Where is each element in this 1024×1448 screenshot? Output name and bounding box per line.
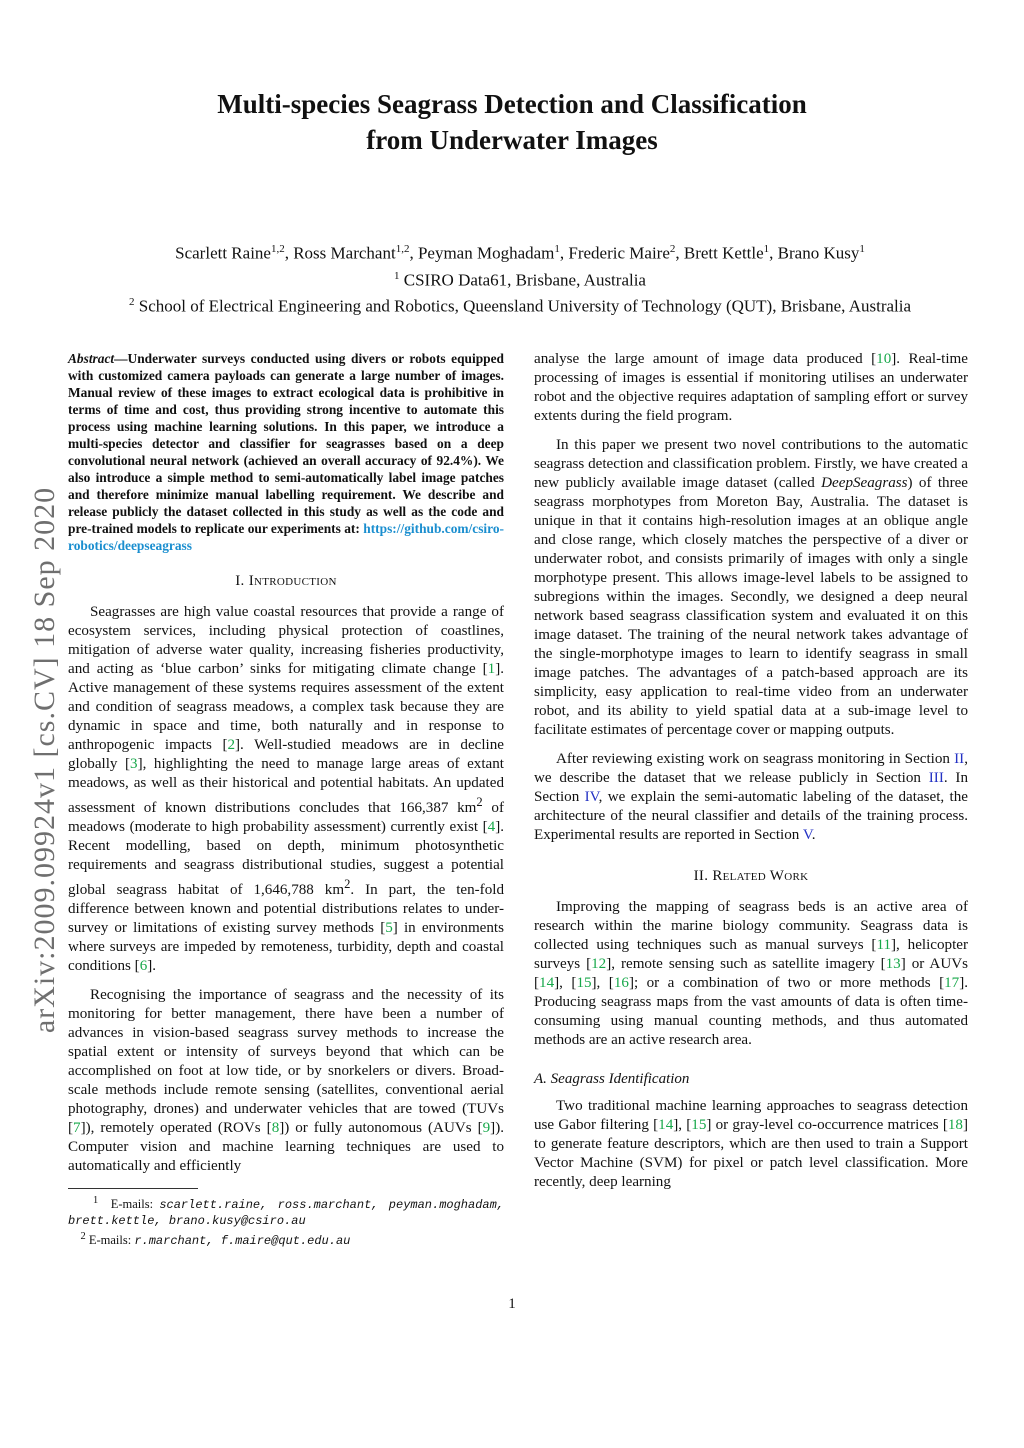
title-line-2: from Underwater Images [366, 125, 658, 155]
author-name: Peyman Moghadam [417, 243, 555, 263]
title-line-1: Multi-species Seagrass Detection and Classification [217, 89, 807, 119]
abstract-label: Abstract [68, 351, 115, 366]
dataset-name: DeepSeagrass [821, 475, 908, 491]
citation-link[interactable]: 15 [576, 975, 592, 991]
section-ref-link[interactable]: V [802, 827, 812, 843]
author-name: Frederic Maire [568, 243, 670, 263]
footnote-emails: scarlett.raine, ross.marchant, peyman.moghadam, brett.kettle, brano.kusy@csiro.au [68, 1198, 505, 1229]
intro-paragraph-3: analyse the large amount of image data produced [10]. Real-time processing of images is essential if monitoring utilises an underwater robot and the objective requires adaptation of sampling effort or survey extents during the field program. [534, 351, 968, 424]
right-column [534, 350, 968, 1202]
abstract [68, 350, 504, 554]
citation-link[interactable]: 7 [73, 1120, 81, 1137]
author-affil: 1,2 [270, 243, 285, 255]
author-affil: 1 [859, 243, 865, 255]
citation-link[interactable]: 16 [613, 975, 629, 991]
seagrass-id-paragraph-1: Two traditional machine learning approaches to seagrass detection use Gabor filtering [14], [15] or gray-level co-occurrence matrices [18] to generate feature descriptors, which are then used to train a Support Vector Machine (SVM) for pixel or patch level classification. More recently, deep learning [534, 1098, 968, 1190]
citation-link[interactable]: 17 [944, 975, 960, 991]
intro-paragraph-1: Seagrasses are high value coastal resources that provide a range of ecosystem services, including physical protection of coastlines, mitigation of adverse water quality, increasing fisheries productivity, and acting as ‘blue carbon’ sinks for mitigating climate change [1]. Active management of these systems requires assessment of the extent and condition of seagrass meadows, a complex task because they are dynamic in space and time, both naturally and in response to anthropogenic impacts [2]. Well-studied meadows are in decline globally [3], highlighting the need to manage large areas of extant meadows, as well as their historical and potential habitats. An updated assessment of known distributions concludes that 166,387 $km^2$ of meadows (moderate to high probability assessment) currently exist [4]. Recent modelling, based on depth, minimum photosynthetic requirements and seagrass distributional studies, suggest a potential global seagrass habitat of 1,646,788 $km^2$. In part, the ten-fold difference between known and potential distributions relates to under-survey or limitations of existing survey methods [5] in environments where surveys are impeded by remoteness, turbidity, depth and coastal conditions [6]. [68, 604, 504, 975]
section-heading-introduction [68, 572, 504, 591]
section-number: II. [693, 868, 709, 884]
section-ref-link[interactable]: II [954, 751, 965, 767]
citation-link[interactable]: 14 [658, 1117, 674, 1133]
section-title: Related Work [712, 868, 809, 884]
footnote-1: $^1$ E-mails: scarlett.raine, ross.marchant, peyman.moghadam, brett.kettle, brano.kusy@csiro.au [68, 1195, 505, 1229]
subsection-title: Seagrass Identification [550, 1071, 690, 1087]
affil-text: School of Electrical Engineering and Robotics, Queensland University of Technology (QUT), Brisbane, Australia [138, 296, 912, 316]
section-ref-link[interactable]: IV [584, 789, 599, 805]
citation-link[interactable]: 12 [591, 956, 607, 972]
intro-paragraph-5: After reviewing existing work on seagrass monitoring in Section II, we describe the dataset that we release publicly in Section III. In Section IV, we explain the semi-automatic labeling of the dataset, the architecture of the neural classifier and details of the training process. Experimental results are reported in Section V. [534, 751, 968, 843]
citation-link[interactable]: 5 [385, 920, 393, 937]
footnote-emails: r.marchant, f.maire@qut.edu.au [134, 1234, 351, 1249]
section-ref-link[interactable]: III [928, 770, 944, 786]
abstract-text: —Underwater surveys conducted using divers or robots equipped with customized camera payloads can generate a large number of images. Manual review of these images to extract ecological data is prohibitive in terms of time and cost, thus providing strong incentive to automate this process using machine learning solutions. In this paper, we introduce a multi-species detector and classifier for seagrasses based on a deep convolutional neural network (achieved an overall accuracy of 92.4%). We also introduce a simple method to semi-automatically label image patches and therefore minimize manual labelling requirement. We describe and release publicly the dataset collected in this study as well as the code and pre-trained models to replicate our experiments at: [68, 351, 504, 536]
github-link[interactable]: https://github.com/csiro-robotics/deepseagrass [68, 521, 504, 553]
citation-link[interactable]: 8 [271, 1120, 280, 1137]
citation-link[interactable]: 10 [876, 351, 892, 367]
footnote-2: $^2$ E-mails: r.marchant, f.maire@qut.edu.au [80, 1231, 351, 1249]
intro-paragraph-2: Recognising the importance of seagrass and the necessity of its monitoring for better management, there have been a number of advances in vision-based seagrass survey methods to increase the spatial extent or intensity of surveys beyond that which can be accomplished on foot at low tide, or by snorkelers or divers. Broad-scale methods include remote sensing (satellites, conventional aerial photography, drones) and underwater vehicles that are towed (TUVs [7]), remotely operated (ROVs [8]) or fully autonomous (AUVs [9]). Computer vision and machine learning techniques are used to automatically and efficiently [68, 987, 504, 1175]
citation-link[interactable]: 18 [947, 1117, 963, 1133]
page-number: 1 [508, 1296, 516, 1312]
affiliation-2 [40, 291, 1000, 318]
author-affil: 1,2 [395, 243, 410, 255]
section-title: Introduction [248, 573, 337, 589]
author-name: Scarlett Raine [175, 243, 271, 263]
author-affil: 1 [554, 243, 560, 255]
affil-number: 2 [128, 296, 135, 309]
citation-link[interactable]: 13 [885, 956, 901, 972]
section-heading-related-work [534, 867, 968, 886]
citation-link[interactable]: 15 [691, 1117, 707, 1133]
subsection-heading-seagrass-identification [534, 1070, 968, 1089]
author-name: Ross Marchant [293, 243, 396, 263]
citation-link[interactable]: 9 [482, 1120, 491, 1137]
citation-link[interactable]: 6 [139, 958, 148, 975]
affiliation-1 [40, 265, 1000, 292]
related-paragraph-1: Improving the mapping of seagrass beds is an active area of research within the marine biology community. Seagrass data is collected using techniques such as manual surveys [11], helicopter surveys [12], remote sensing such as satellite imagery [13] or AUVs [14], [15], [16]; or a combination of two or more methods [17]. Producing seagrass maps from the vast amounts of data is often time-consuming using manual counting methods, and thus automated methods are an active research area. [534, 899, 969, 1048]
author-affil: 1 [763, 243, 770, 255]
paper-title [0, 86, 1024, 158]
footnote-divider [68, 1188, 198, 1189]
intro-paragraph-4: In this paper we present two novel contributions to the automatic seagrass detection and classification problem. Firstly, we have created a new publicly available image dataset (called DeepSeagrass) of three seagrass morphotypes from Moreton Bay, Australia. The dataset is unique in that it contains high-resolution images at an oblique angle and close range, which closely matches the perspective of a diver or underwater robot, and consists primarily of images with only a single morphotype present. This allows image-level labels to be assigned to subregions within the images. Secondly, we designed a deep neural network based seagrass classification system and evaluated it on this image dataset. The training of the neural network takes advantage of the single-morphotype images to learn to identify seagrass in small image patches. The advantages of a patch-based approach are its simplicity, easy application to real-time video from an underwater robot, and its ability to yield spatial data at a sub-image level to facilitate estimates of percentage cover or mapping outputs. [534, 437, 968, 738]
citation-link[interactable]: 2 [227, 737, 236, 753]
author-name: Brett Kettle [683, 243, 764, 263]
arxiv-id-text: arXiv:2009.09924v1 [cs.CV] 18 Sep 2020 [28, 486, 61, 1034]
section-number: I. [235, 573, 245, 589]
left-column [68, 350, 504, 1249]
author-affil: 2 [669, 243, 676, 255]
citation-link[interactable]: 11 [876, 937, 891, 953]
citation-link[interactable]: 3 [130, 756, 138, 772]
subsection-label: A. [534, 1071, 547, 1087]
citation-link[interactable]: 14 [539, 975, 555, 991]
citation-link[interactable]: 4 [487, 819, 496, 836]
citation-link[interactable]: 1 [487, 661, 496, 677]
author-name: Brano Kusy [777, 243, 860, 263]
affil-number: 1 [394, 269, 400, 282]
author-list: Scarlett Raine$^{1,2}$, Ross Marchant$^{1,2}$, Peyman Moghadam$^1$, Frederic Maire$^2$, Brett Kettle$^1$, Brano Kusy$^1$ [175, 243, 865, 263]
author-block [40, 238, 1000, 318]
affil-text: CSIRO Data61, Brisbane, Australia [403, 270, 646, 290]
